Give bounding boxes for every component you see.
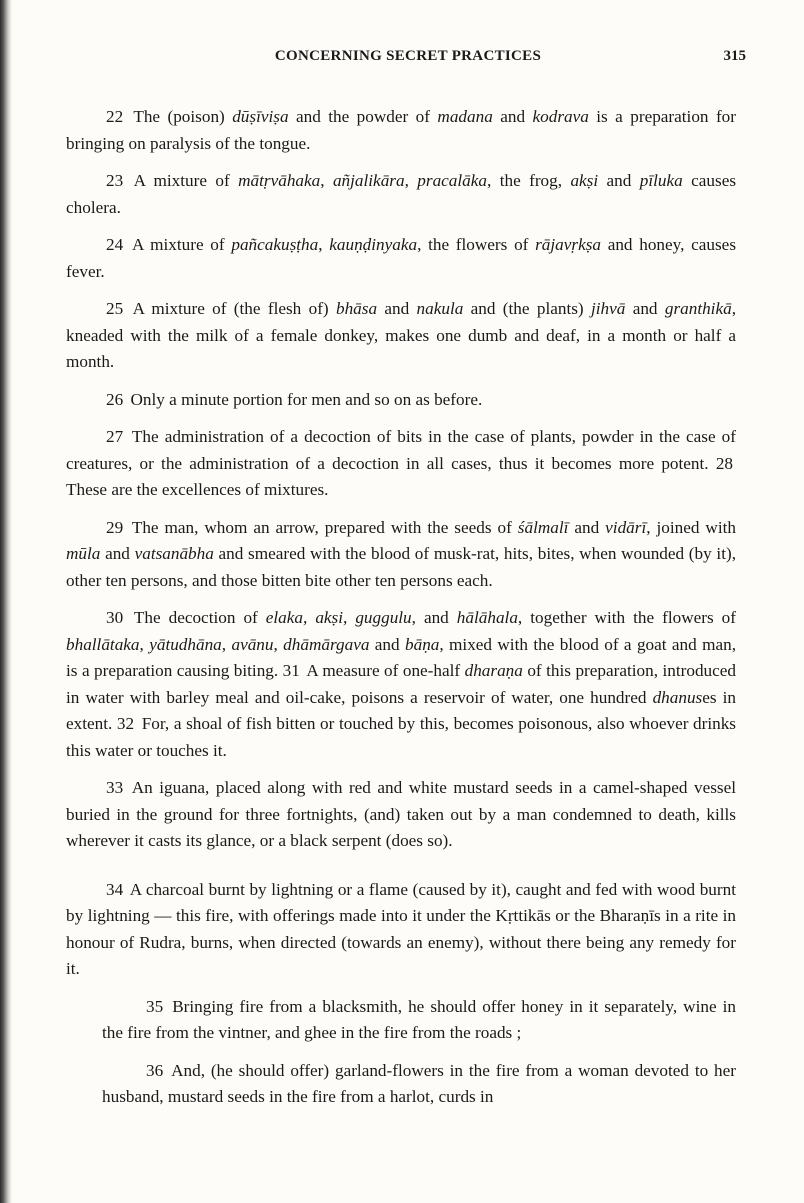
paragraph: [66, 168, 736, 221]
page-number: 315: [723, 48, 746, 64]
text-run: Bringing fire from a blacksmith, he should offer honey in it separately, wine in the fire from the vintner, and ghee in the fire from the roads ;: [102, 996, 736, 1042]
italic-term: hālāhala: [456, 608, 518, 627]
italic-term: pīluka: [639, 171, 683, 190]
text-run: causes cholera.: [66, 171, 737, 217]
text-run: and: [568, 517, 606, 537]
italic-term: dhanus: [652, 687, 703, 707]
paragraph: [66, 387, 736, 414]
italic-term: bāṇa: [405, 634, 440, 654]
text-run: And, (he should offer) garland-flowers in the fire from a woman devoted to her husband, mustard seeds in the fire from a harlot, curds in: [102, 1060, 736, 1106]
paragraph: [66, 877, 736, 983]
italic-term: mātṛvāhaka: [238, 171, 321, 190]
text-run: ,: [318, 235, 330, 254]
paragraph: [66, 296, 736, 376]
text-run: The decoction of: [126, 608, 266, 627]
text-run: ,: [343, 608, 356, 627]
text-run: and: [598, 171, 640, 190]
text-run: and: [100, 544, 135, 563]
italic-term: madana: [437, 107, 493, 126]
verse-number: 32: [116, 714, 135, 733]
text-run: A mixture of: [126, 171, 239, 190]
paragraph: [66, 515, 736, 595]
text-run: and the powder of: [288, 107, 438, 126]
italic-term: yātudhāna: [149, 634, 222, 654]
text-run: Only a minute portion for men and so on as before.: [126, 389, 483, 409]
text-run: ,: [139, 634, 150, 654]
text-run: ,: [404, 171, 418, 190]
text-run: ,: [320, 171, 333, 190]
paragraph: [102, 1058, 736, 1111]
italic-term: mūla: [66, 544, 101, 563]
verse-number: 28: [715, 453, 733, 473]
text-run: , and: [411, 608, 457, 627]
text-run: A mixture of (the flesh of): [126, 299, 336, 318]
text-run: , kneaded with the milk of a female donkey, makes one dumb and deaf, in a month or half a month.: [66, 299, 736, 371]
paragraph: [66, 104, 736, 157]
text-run: es in extent.: [66, 687, 737, 733]
italic-term: jihvā: [590, 299, 626, 318]
text-run: , joined with: [646, 517, 736, 537]
text-run: and: [492, 107, 533, 126]
verse-number: 35: [146, 996, 164, 1016]
verse-number: 34: [106, 879, 124, 899]
text-run: These are the excellences of mixtures.: [66, 480, 329, 499]
paragraph: [102, 994, 736, 1047]
text-run: The man, whom an arrow, prepared with the seeds of: [126, 517, 518, 537]
page-body: [66, 104, 736, 1122]
italic-term: elaka: [265, 608, 303, 627]
paragraph: [66, 232, 736, 285]
italic-term: bhāsa: [335, 299, 378, 318]
text-run: ,: [303, 608, 316, 627]
italic-term: nakula: [416, 299, 464, 318]
italic-term: rājavṛkṣa: [535, 235, 601, 254]
text-run: ,: [221, 634, 232, 654]
italic-term: dharaṇa: [464, 661, 523, 680]
verse-number: 25: [106, 299, 124, 318]
italic-term: śālmalī: [517, 517, 569, 537]
italic-term: kauṇḍinyaka: [329, 235, 418, 254]
verse-number: 26: [106, 389, 124, 409]
running-head: CONCERNING SECRET PRACTICES: [274, 48, 542, 64]
verse-number: 33: [106, 778, 124, 797]
text-run: , the frog,: [487, 171, 571, 190]
italic-term: guggulu: [355, 608, 412, 627]
text-run: A measure of one-half: [302, 661, 465, 680]
verse-number: 30: [106, 608, 124, 627]
text-run: The administration of a decoction of bits in the case of plants, powder in the case of creatures, or the administration of a decoction in all cases, thus it becomes more potent.: [66, 427, 736, 473]
text-run: and honey, causes fever.: [66, 235, 737, 281]
italic-term: bhallātaka: [66, 634, 140, 654]
italic-term: vidārī: [605, 517, 647, 537]
italic-term: avānu: [231, 634, 274, 654]
text-run: is a preparation for bringing on paralysis of the tongue.: [66, 107, 736, 153]
verse-number: 22: [106, 107, 124, 126]
text-run: and: [369, 634, 405, 654]
text-run: , together with the flowers of: [517, 608, 736, 627]
italic-term: granthikā: [664, 299, 732, 318]
text-run: and: [377, 299, 417, 318]
italic-term: akṣi: [315, 608, 343, 627]
verse-number: 24: [106, 235, 124, 254]
verse-number: 36: [146, 1060, 164, 1080]
italic-term: kodrava: [532, 107, 589, 126]
italic-term: pracalāka: [417, 171, 487, 190]
text-run: of this preparation, introduced in water with barley meal and oil-cake, poisons a reservoir of water, one hundred: [66, 661, 736, 707]
paragraph: [66, 605, 736, 764]
paragraph: [66, 424, 736, 504]
verse-number: 29: [106, 517, 124, 537]
text-run: An iguana, placed along with red and white mustard seeds in a camel-shaped vessel buried in the ground for three fortnights, (and) taken out by a man condemned to death, kills wherever it casts its glance, or a black serpent (does so).: [66, 778, 736, 850]
text-run: The (poison): [126, 107, 233, 126]
text-run: A mixture of: [126, 235, 232, 254]
text-run: A charcoal burnt by lightning or a flame (caused by it), caught and fed with wood burnt by lightning — this fire, with offerings made into it under the Kṛttikās or the Bharaṇīs in a rite in honour of Rudra, burns, when directed (towards an enemy), without there being any remedy for it.: [66, 879, 736, 978]
paragraph: [66, 775, 736, 855]
text-run: and smeared with the blood of musk-rat, hits, bites, when wounded (by it), other ten persons, and those bitten bite other ten persons each.: [66, 544, 736, 590]
text-run: and (the plants): [463, 299, 591, 318]
italic-term: vatsanābha: [134, 544, 214, 563]
italic-term: pañcakuṣṭha: [231, 235, 319, 254]
text-run: and: [625, 299, 665, 318]
italic-term: dūṣīviṣa: [232, 107, 289, 126]
verse-number: 23: [106, 171, 124, 190]
page-header: [70, 44, 746, 74]
italic-term: añjalikāra: [332, 171, 405, 190]
text-run: , mixed with the blood of a goat and man, is a preparation causing biting.: [66, 634, 737, 680]
text-run: , the flowers of: [417, 235, 536, 254]
verse-number: 27: [106, 427, 124, 446]
italic-term: dhāmārgava: [283, 634, 370, 654]
text-run: ,: [273, 634, 284, 654]
binding-shadow: [0, 0, 12, 1203]
text-run: For, a shoal of fish bitten or touched by this, becomes poisonous, also whoever drinks this water or touches it.: [66, 714, 737, 760]
verse-number: 31: [282, 661, 300, 680]
italic-term: akṣi: [570, 171, 599, 190]
